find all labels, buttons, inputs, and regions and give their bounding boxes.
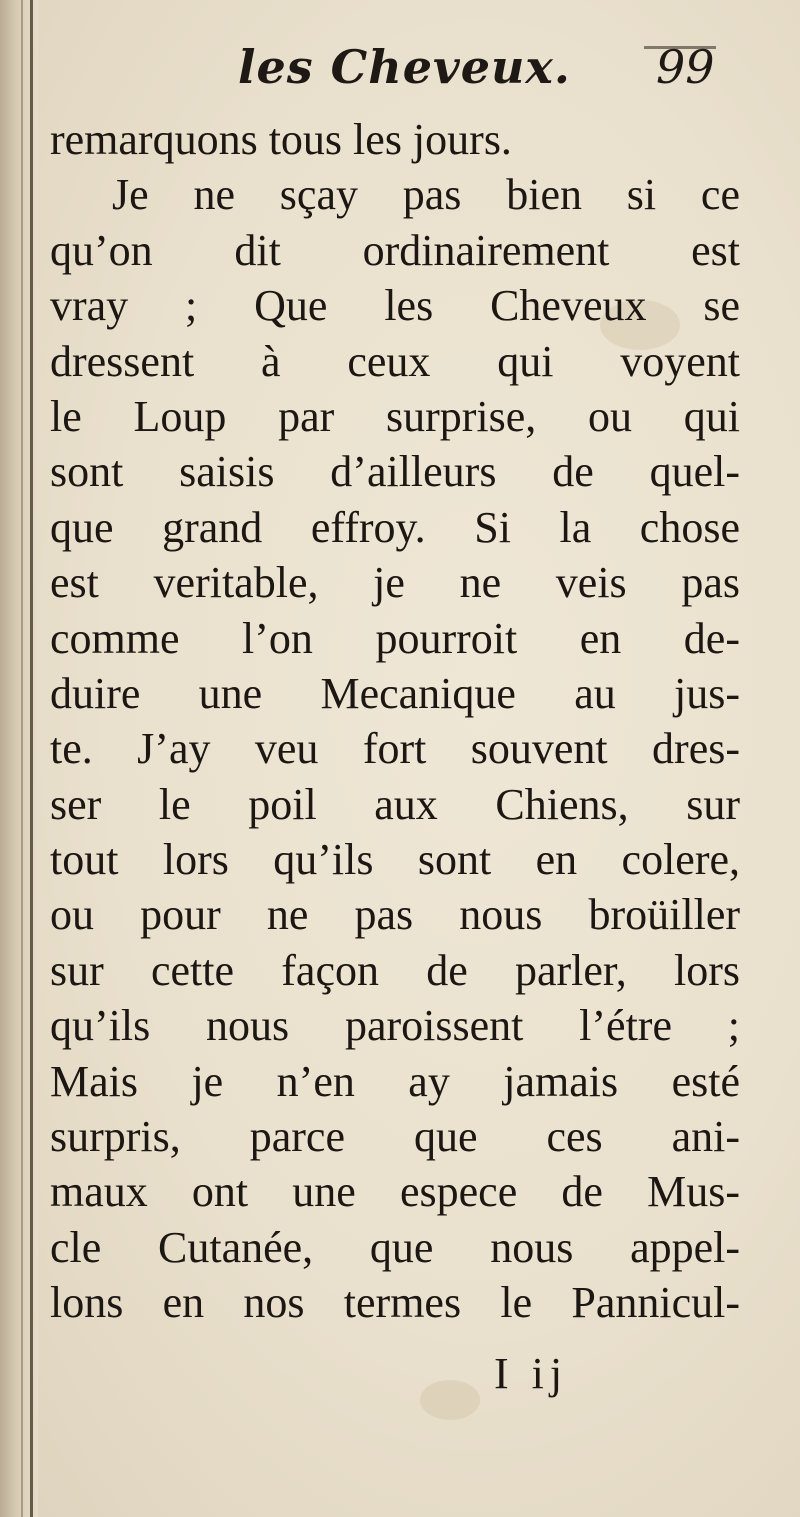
text-line: sur cette façon de parler, lors [50, 945, 740, 995]
text-line: qu’on dit ordinairement est [50, 225, 740, 275]
text-line: remarquons tous les jours. [50, 115, 512, 164]
page-header [0, 40, 800, 110]
text-line: tout lors qu’ils sont en colere, [50, 835, 740, 885]
text-line: Mais je n’en ay jamais esté [50, 1056, 740, 1106]
text-line: est veritable, je ne veis pas [50, 558, 740, 608]
text-line: ser le poil aux Chiens, sur [50, 779, 740, 829]
text-line: comme l’on pourroit en de- [50, 613, 740, 663]
text-line: que grand effroy. Si la chose [50, 502, 740, 552]
text-line: te. J’ay veu fort souvent dres- [50, 724, 740, 774]
text-line: le Loup par surprise, ou qui [50, 391, 740, 441]
body-text [50, 112, 740, 1331]
paper-stain [420, 1380, 480, 1420]
text-line: ou pour ne pas nous broüiller [50, 890, 740, 940]
text-line: qu’ils nous paroissent l’étre ; [50, 1001, 740, 1051]
running-head: les Cheveux. [238, 40, 571, 94]
text-line: cle Cutanée, que nous appel- [50, 1222, 740, 1272]
page-number: 99 [656, 40, 715, 94]
text-line: sont saisis d’ailleurs de quel- [50, 447, 740, 497]
gutter-shadow-line [21, 0, 23, 1517]
text-line: duire une Mecanique au jus- [50, 668, 740, 718]
signature-mark: I ij [494, 1349, 569, 1398]
text-line: vray ; Que les Cheveux se [50, 281, 740, 331]
text-line: dressent à ceux qui voyent [50, 336, 740, 386]
text-line: maux ont une espece de Mus- [50, 1167, 740, 1217]
gutter-edge-line [30, 0, 33, 1517]
text-line: lons en nos termes le Pannicul- [50, 1278, 740, 1328]
text-line: surpris, parce que ces ani- [50, 1112, 740, 1162]
text-line: Je ne sçay pas bien si ce [112, 170, 740, 220]
